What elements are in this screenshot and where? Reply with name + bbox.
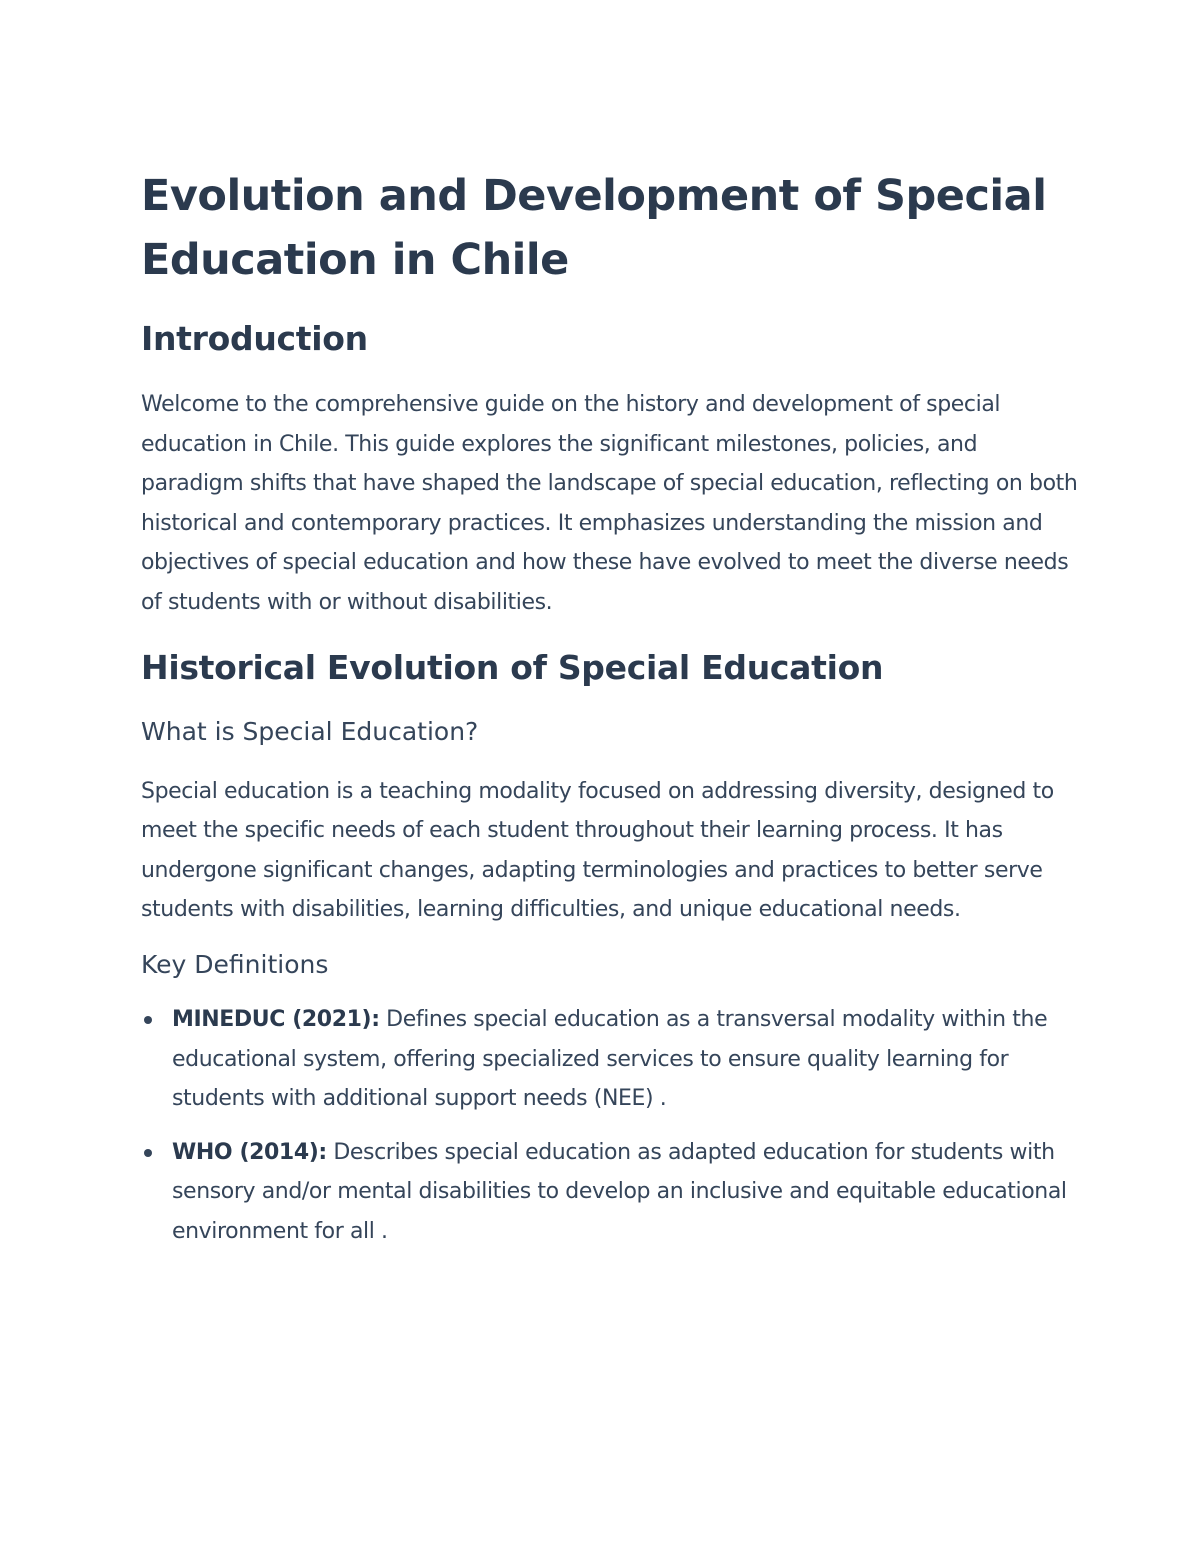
- definition-term: MINEDUC (2021):: [172, 1006, 380, 1032]
- list-item: [141, 1133, 1081, 1252]
- definition-text: Defines special education as a transversal modality within the educational system, offering specialized services to ensure quality learning for students with additional support needs (NEE) .: [172, 1006, 1048, 1112]
- page-title: Evolution and Development of Special Education in Chile: [141, 171, 1047, 285]
- historical-evolution-heading: Historical Evolution of Special Education: [141, 647, 884, 687]
- list-item: [141, 1000, 1081, 1119]
- definition-text: Describes special education as adapted education for students with sensory and/or mental disabilities to develop an inclusive and equitable educational environment for all .: [172, 1139, 1067, 1244]
- what-is-special-education-paragraph: Special education is a teaching modality focused on addressing diversity, designed to meet the specific needs of each student throughout their learning process. It has undergone significant changes, adapting terminologies and practices to better serve students with disabilities, learning difficulties, and unique educational needs.: [141, 778, 1054, 923]
- introduction-heading: Introduction: [141, 319, 368, 358]
- definition-term: WHO (2014):: [172, 1139, 327, 1165]
- bullet-icon: [144, 1149, 152, 1157]
- bullet-icon: [144, 1016, 152, 1024]
- key-definitions-list: [141, 1000, 1081, 1252]
- introduction-paragraph: Welcome to the comprehensive guide on the history and development of special education in Chile. This guide explores the significant milestones, policies, and paradigm shifts that have shaped the landscape of special education, reflecting on both historical and contemporary practices. It emphasizes understanding the mission and objectives of special education and how these have evolved to meet the diverse needs of students with or without disabilities.: [141, 392, 1078, 615]
- what-is-special-education-heading: What is Special Education?: [141, 716, 479, 746]
- key-definitions-heading: Key Definitions: [141, 949, 329, 979]
- document-page: [141, 164, 1081, 1266]
